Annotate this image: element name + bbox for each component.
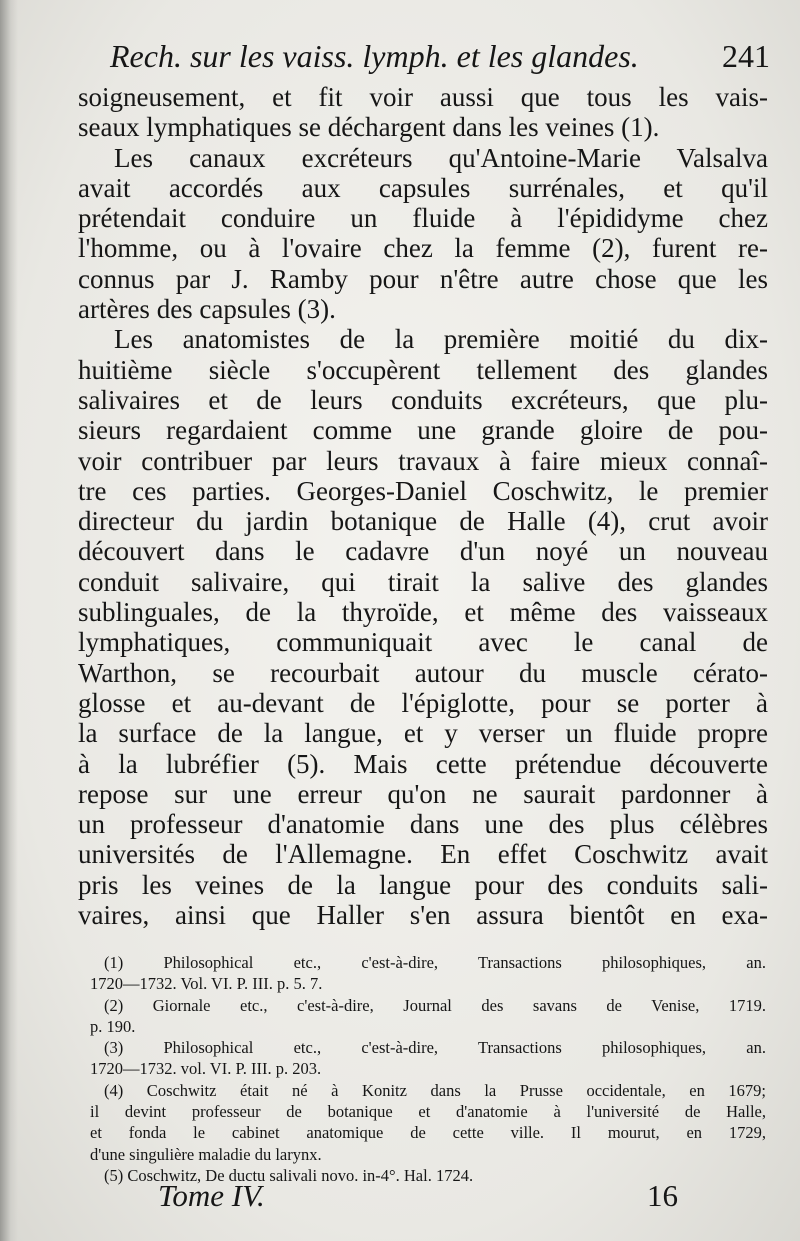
running-header bbox=[110, 38, 770, 78]
text-line: vaires, ainsi que Haller s'en assura bientôt en exa- bbox=[78, 900, 768, 931]
footnote-line: (4) Coschwitz était né à Konitz dans la Prusse occidentale, en 1679; bbox=[104, 1080, 766, 1100]
footnote-line: p. 190. bbox=[90, 1016, 136, 1036]
footnote-line: il devint professeur de botanique et d'anatomie à l'université de Halle, bbox=[90, 1102, 766, 1122]
page-footer bbox=[158, 1178, 678, 1218]
text-line: Warthon, se recourbait autour du muscle cérato- bbox=[78, 657, 768, 688]
text-line: seaux lymphatiques se déchargent dans les veines (1). bbox=[78, 112, 660, 143]
text-line: à la lubréfier (5). Mais cette prétendue découverte bbox=[78, 748, 768, 779]
text-line: huitième siècle s'occupèrent tellement des glandes bbox=[78, 354, 768, 385]
footnotes bbox=[90, 952, 766, 1186]
signature-mark: 16 bbox=[647, 1178, 678, 1213]
text-line: sieurs regardaient comme une grande gloire de pou- bbox=[78, 415, 768, 446]
text-line: un professeur d'anatomie dans une des plus célèbres bbox=[78, 809, 768, 840]
text-line: salivaires et de leurs conduits excréteurs, que plu- bbox=[78, 384, 768, 415]
text-line: directeur du jardin botanique de Halle (4), crut avoir bbox=[78, 506, 768, 537]
text-line: repose sur une erreur qu'on ne saurait pardonner à bbox=[78, 778, 768, 809]
text-line: lymphatiques, communiquait avec le canal de bbox=[78, 627, 768, 658]
text-line: connus par J. Ramby pour n'être autre chose que les bbox=[78, 263, 768, 294]
footnote-line: (1) Philosophical etc., c'est-à-dire, Transactions philosophiques, an. bbox=[104, 953, 766, 972]
text-line: tre ces parties. Georges-Daniel Coschwitz, le premier bbox=[78, 475, 768, 506]
text-line: universités de l'Allemagne. En effet Coschwitz avait bbox=[78, 839, 768, 870]
footnote-line: et fonda le cabinet anatomique de cette ville. Il mourut, en 1729, bbox=[90, 1123, 766, 1143]
footnote-line: (3) Philosophical etc., c'est-à-dire, Transactions philosophiques, an. bbox=[104, 1038, 766, 1058]
text-line: prétendait conduire un fluide à l'épididyme chez bbox=[78, 203, 768, 234]
text-line: Les canaux excréteurs qu'Antoine-Marie Valsalva bbox=[114, 142, 768, 173]
text-line: la surface de la langue, et y verser un fluide propre bbox=[78, 718, 768, 749]
text-line: artères des capsules (3). bbox=[78, 294, 336, 325]
text-line: voir contribuer par leurs travaux à faire mieux connaî- bbox=[78, 445, 768, 476]
text-line: avait accordés aux capsules surrénales, et qu'il bbox=[78, 172, 768, 203]
text-line: conduit salivaire, qui tirait la salive des glandes bbox=[78, 566, 768, 597]
text-line: pris les veines de la langue pour des conduits sali- bbox=[78, 869, 768, 900]
footnote-line: (2) Giornale etc., c'est-à-dire, Journal des savans de Venise, 1719. bbox=[104, 995, 766, 1015]
footnote-line: 1720—1732. Vol. VI. P. III. p. 5. 7. bbox=[90, 974, 323, 994]
footnote-line: (5) Coschwitz, De ductu salivali novo. in-4°. Hal. 1724. bbox=[104, 1165, 474, 1185]
footnote-line: 1720—1732. vol. VI. P. III. p. 203. bbox=[90, 1059, 322, 1079]
main-text bbox=[78, 82, 768, 930]
text-line: glosse et au-devant de l'épiglotte, pour se porter à bbox=[78, 687, 768, 718]
running-title: Rech. sur les vaiss. lymph. et les glandes. bbox=[110, 38, 639, 74]
text-line: sublinguales, de la thyroïde, et même des vaisseaux bbox=[78, 597, 768, 628]
text-line: Les anatomistes de la première moitié du dix- bbox=[114, 324, 768, 355]
page-number: 241 bbox=[722, 38, 770, 74]
text-line: découvert dans le cadavre d'un noyé un nouveau bbox=[78, 536, 768, 567]
text-line: soigneusement, et fit voir aussi que tous les vais- bbox=[78, 82, 768, 112]
volume-label: Tome IV. bbox=[158, 1178, 265, 1213]
text-line: l'homme, ou à l'ovaire chez la femme (2), furent re- bbox=[78, 233, 768, 264]
page-edge-shadow bbox=[0, 0, 18, 1241]
footnote-line: d'une singulière maladie du larynx. bbox=[90, 1144, 322, 1164]
